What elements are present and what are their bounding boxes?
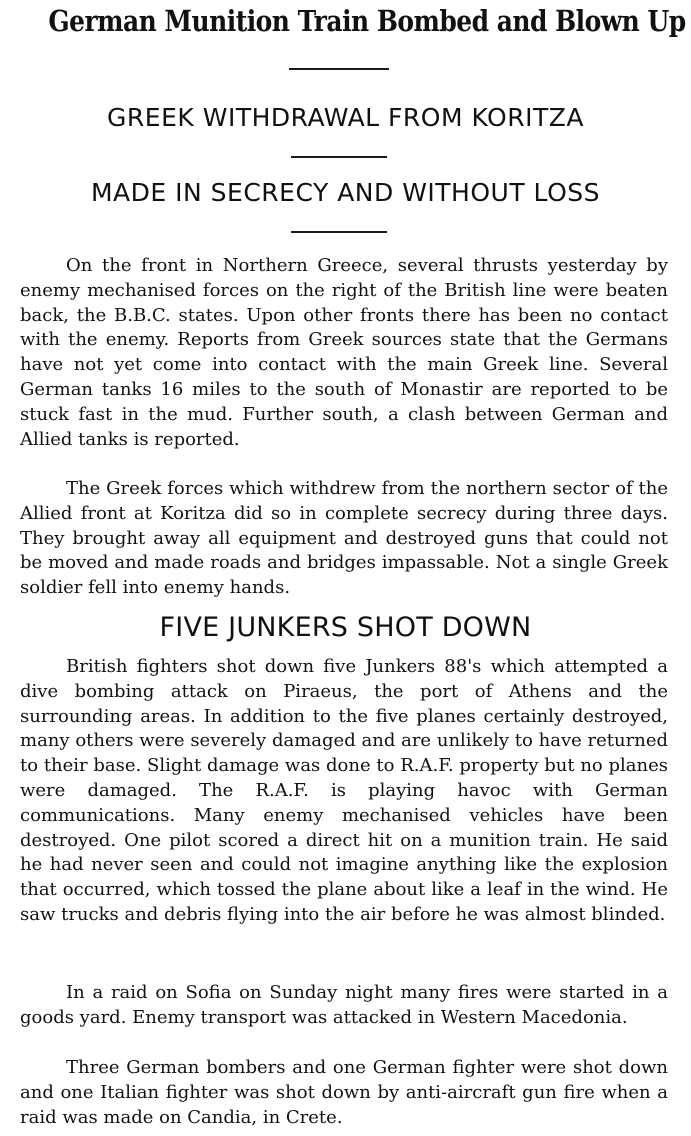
paragraph-sofia-raid: In a raid on Sofia on Sunday night many fires were started in a goods yard. Enemy transport was attacked in Western Macedonia. — [20, 982, 668, 1028]
paragraph-british-fighters: British fighters shot down five Junkers 88's which attempted a dive bombing attack on Piraeus, the port of Athens and the surrounding areas. In addition to the five planes certainly destroyed, many others were severely damaged and are unlikely to have returned to their base. Slight damage was done to R.A.F. property but no planes were damaged. The R.A.F. is playing havoc with German communications. Many enemy mechanised vehicles have been destroyed. One pilot scored a direct hit on a munition train. He said he had never seen and could not imagine anything like the explosion that occurred, which tossed the plane about like a leaf in the wind. He saw trucks and debris flying into the air before he was almost blinded. — [20, 656, 668, 925]
subhead-secrecy: MADE IN SECRECY AND WITHOUT LOSS — [90, 178, 601, 207]
paragraph-greek-forces: The Greek forces which withdrew from the northern sector of the Allied front at Koritza did so in complete secrecy during three days. They brought away all equipment and destroyed guns that could not be moved and made roads and bridges impassable. Not a single Greek soldier fell into enemy hands. — [20, 478, 668, 599]
divider-rule-1 — [289, 68, 389, 70]
subhead-five-junkers: FIVE JUNKERS SHOT DOWN — [159, 612, 532, 643]
paragraph-candia-raid: Three German bombers and one German fighter were shot down and one Italian fighter was shot down by anti-aircraft gun fire when a raid was made on Candia, in Crete. — [20, 1057, 668, 1128]
divider-rule-2 — [291, 156, 387, 158]
headline: German Munition Train Bombed and Blown Up — [48, 4, 686, 38]
subhead-greek-withdrawal: GREEK WITHDRAWAL FROM KORITZA — [107, 103, 584, 132]
divider-rule-3 — [291, 231, 387, 233]
paragraph-northern-greece: On the front in Northern Greece, several thrusts yesterday by enemy mechanised forces on the right of the British line were beaten back, the B.B.C. states. Upon other fronts there has been no contact with the enemy. Reports from Greek sources state that the Germans have not yet come into contact with the main Greek line. Several German tanks 16 miles to the south of Monastir are reported to be stuck fast in the mud. Further south, a clash between German and Allied tanks is reported. — [20, 255, 668, 450]
